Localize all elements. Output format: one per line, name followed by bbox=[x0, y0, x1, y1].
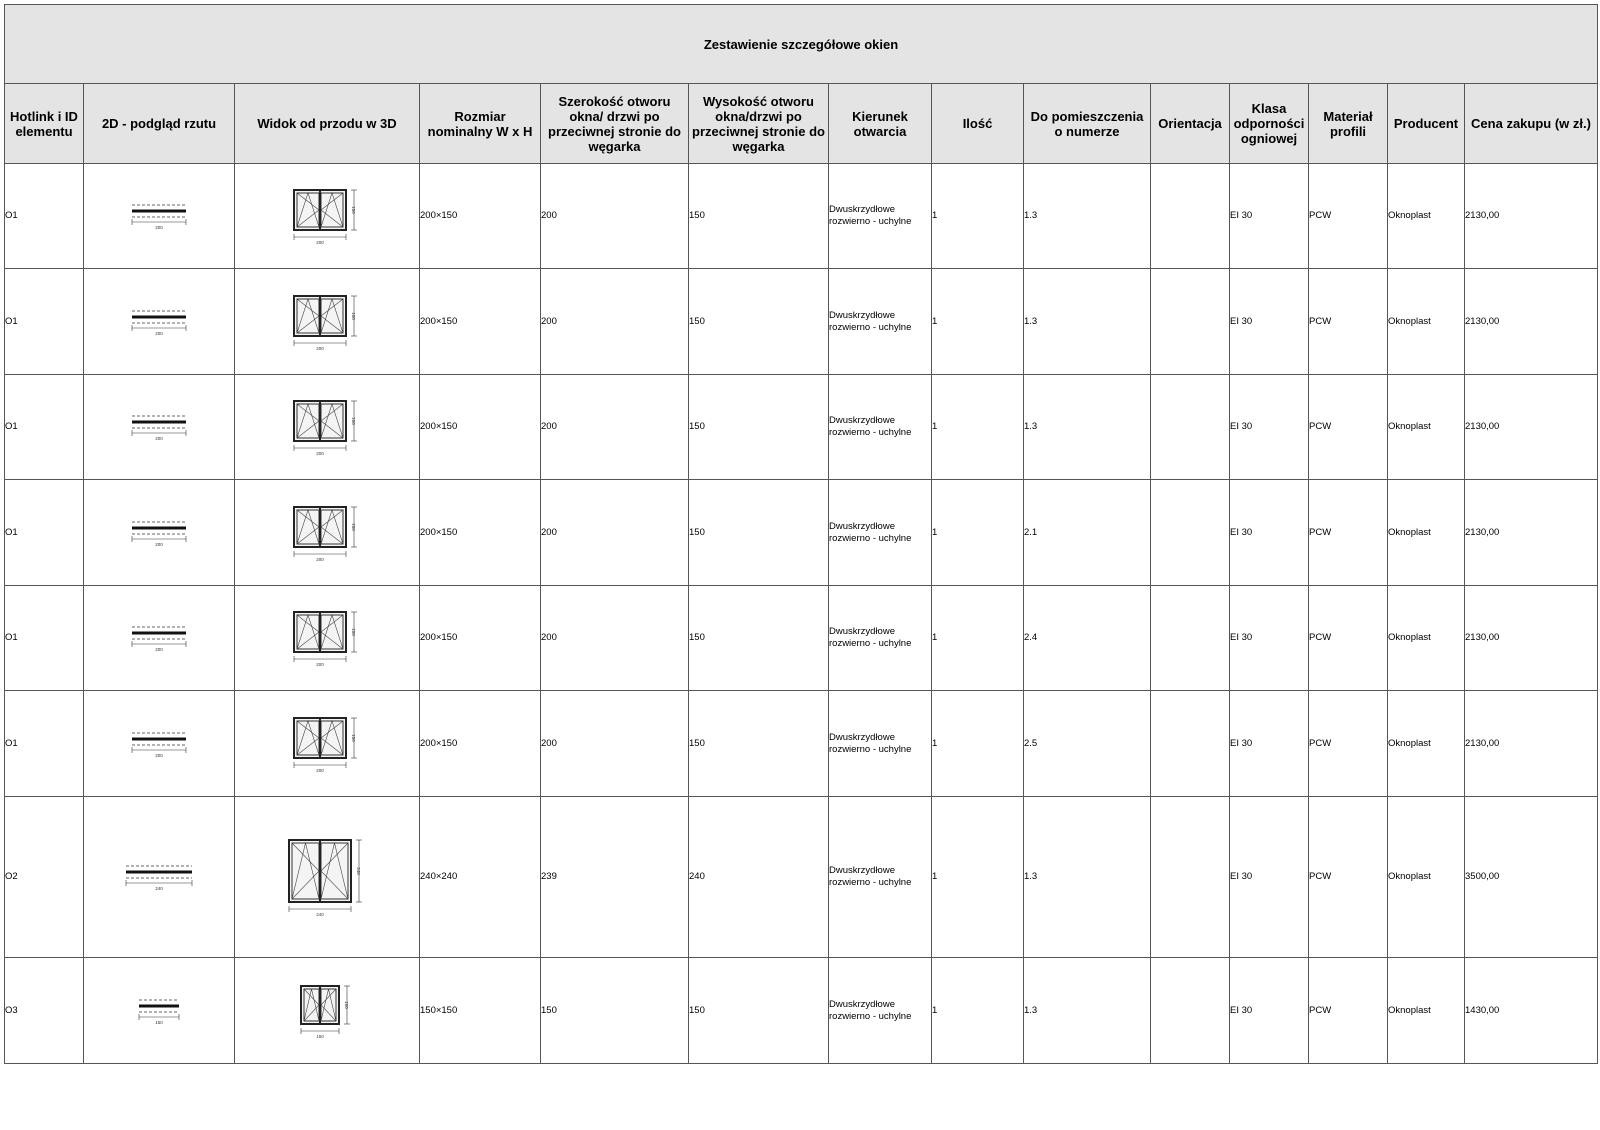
window-front-view-drawing bbox=[291, 187, 363, 245]
cell-room: 1.3 bbox=[1024, 164, 1151, 269]
cell-id: O1 bbox=[5, 269, 84, 375]
cell-3d-view bbox=[235, 958, 420, 1064]
cell-producer: Oknoplast bbox=[1388, 958, 1465, 1064]
cell-price: 2130,00 bbox=[1465, 164, 1598, 269]
table-row bbox=[5, 797, 1598, 958]
plan-dimension-label: 200 bbox=[155, 436, 163, 441]
plan-dimension-label: 200 bbox=[155, 225, 163, 230]
cell-room: 2.5 bbox=[1024, 691, 1151, 797]
cell-nominal-size: 200×150 bbox=[420, 586, 541, 691]
cell-material: PCW bbox=[1309, 691, 1388, 797]
cell-2d-preview bbox=[84, 586, 235, 691]
cell-3d-view bbox=[235, 164, 420, 269]
cell-material: PCW bbox=[1309, 586, 1388, 691]
cell-price: 2130,00 bbox=[1465, 586, 1598, 691]
cell-producer: Oknoplast bbox=[1388, 480, 1465, 586]
window-front-view-drawing bbox=[291, 715, 363, 773]
cell-price: 2130,00 bbox=[1465, 269, 1598, 375]
cell-material: PCW bbox=[1309, 164, 1388, 269]
cell-id: O3 bbox=[5, 958, 84, 1064]
cell-orientation bbox=[1151, 691, 1230, 797]
cell-id: O1 bbox=[5, 375, 84, 480]
cell-price: 2130,00 bbox=[1465, 691, 1598, 797]
header-row bbox=[5, 84, 1598, 164]
cell-opening-width: 200 bbox=[541, 586, 689, 691]
front-height-label: 150 bbox=[344, 1000, 349, 1009]
cell-2d-preview bbox=[84, 480, 235, 586]
cell-fire-class: EI 30 bbox=[1230, 269, 1309, 375]
cell-opening-width: 150 bbox=[541, 958, 689, 1064]
front-width-label: 200 bbox=[316, 240, 324, 245]
plan-dimension-label: 150 bbox=[155, 1019, 163, 1025]
cell-quantity: 1 bbox=[932, 586, 1024, 691]
cell-quantity: 1 bbox=[932, 164, 1024, 269]
front-height-label: 150 bbox=[351, 628, 356, 636]
cell-quantity: 1 bbox=[932, 480, 1024, 586]
cell-orientation bbox=[1151, 375, 1230, 480]
cell-opening-direction: Dwuskrzydłowe rozwierno - uchylne bbox=[829, 269, 932, 375]
cell-2d-preview bbox=[84, 797, 235, 958]
col-header-orientation: Orientacja bbox=[1151, 84, 1230, 164]
cell-2d-preview bbox=[84, 164, 235, 269]
cell-3d-view bbox=[235, 691, 420, 797]
cell-room: 1.3 bbox=[1024, 797, 1151, 958]
cell-producer: Oknoplast bbox=[1388, 691, 1465, 797]
cell-room: 2.4 bbox=[1024, 586, 1151, 691]
front-height-label: 150 bbox=[351, 522, 356, 531]
cell-2d-preview bbox=[84, 958, 235, 1064]
cell-id: O1 bbox=[5, 691, 84, 797]
cell-opening-height: 150 bbox=[689, 958, 829, 1064]
cell-3d-view bbox=[235, 269, 420, 375]
cell-opening-width: 239 bbox=[541, 797, 689, 958]
front-width-label: 200 bbox=[316, 662, 324, 667]
front-width-label: 200 bbox=[316, 767, 324, 773]
cell-2d-preview bbox=[84, 375, 235, 480]
col-header-quantity: Ilość bbox=[932, 84, 1024, 164]
cell-opening-height: 150 bbox=[689, 586, 829, 691]
window-plan-drawing bbox=[127, 518, 191, 548]
cell-price: 3500,00 bbox=[1465, 797, 1598, 958]
cell-quantity: 1 bbox=[932, 375, 1024, 480]
col-header-fire-class: Klasa odporności ogniowej bbox=[1230, 84, 1309, 164]
cell-price: 2130,00 bbox=[1465, 480, 1598, 586]
cell-material: PCW bbox=[1309, 480, 1388, 586]
col-header-opening-height: Wysokość otworu okna/drzwi po przeciwnej stronie do węgarka bbox=[689, 84, 829, 164]
table-row bbox=[5, 958, 1598, 1064]
cell-fire-class: EI 30 bbox=[1230, 797, 1309, 958]
cell-nominal-size: 200×150 bbox=[420, 269, 541, 375]
window-plan-drawing bbox=[127, 307, 191, 337]
plan-dimension-label: 200 bbox=[155, 330, 163, 336]
col-header-material: Materiał profili bbox=[1309, 84, 1388, 164]
cell-material: PCW bbox=[1309, 797, 1388, 958]
cell-nominal-size: 200×150 bbox=[420, 375, 541, 480]
window-front-view-drawing bbox=[298, 983, 356, 1039]
cell-room: 1.3 bbox=[1024, 375, 1151, 480]
window-front-view-drawing bbox=[291, 609, 363, 667]
cell-quantity: 1 bbox=[932, 691, 1024, 797]
table-row bbox=[5, 480, 1598, 586]
cell-nominal-size: 200×150 bbox=[420, 164, 541, 269]
cell-2d-preview bbox=[84, 691, 235, 797]
cell-3d-view bbox=[235, 375, 420, 480]
cell-opening-width: 200 bbox=[541, 164, 689, 269]
cell-opening-height: 150 bbox=[689, 269, 829, 375]
cell-price: 1430,00 bbox=[1465, 958, 1598, 1064]
schedule-body bbox=[5, 164, 1598, 1064]
cell-material: PCW bbox=[1309, 269, 1388, 375]
front-height-label: 150 bbox=[351, 206, 356, 214]
cell-nominal-size: 240×240 bbox=[420, 797, 541, 958]
cell-opening-height: 150 bbox=[689, 691, 829, 797]
cell-room: 1.3 bbox=[1024, 958, 1151, 1064]
cell-opening-width: 200 bbox=[541, 375, 689, 480]
cell-orientation bbox=[1151, 269, 1230, 375]
cell-material: PCW bbox=[1309, 958, 1388, 1064]
cell-opening-direction: Dwuskrzydłowe rozwierno - uchylne bbox=[829, 375, 932, 480]
window-plan-drawing bbox=[127, 623, 191, 653]
plan-dimension-label: 200 bbox=[155, 541, 163, 547]
plan-dimension-label: 240 bbox=[155, 886, 163, 891]
window-front-view-drawing bbox=[291, 398, 363, 456]
table-row bbox=[5, 164, 1598, 269]
cell-opening-direction: Dwuskrzydłowe rozwierno - uchylne bbox=[829, 958, 932, 1064]
window-plan-drawing bbox=[127, 412, 191, 442]
cell-opening-direction: Dwuskrzydłowe rozwierno - uchylne bbox=[829, 164, 932, 269]
cell-opening-height: 240 bbox=[689, 797, 829, 958]
col-header-2d-preview: 2D - podgląd rzutu bbox=[84, 84, 235, 164]
window-schedule-table bbox=[4, 4, 1598, 1064]
cell-room: 2.1 bbox=[1024, 480, 1151, 586]
cell-orientation bbox=[1151, 164, 1230, 269]
front-height-label: 150 bbox=[351, 311, 356, 320]
cell-producer: Oknoplast bbox=[1388, 269, 1465, 375]
cell-fire-class: EI 30 bbox=[1230, 691, 1309, 797]
cell-fire-class: EI 30 bbox=[1230, 586, 1309, 691]
cell-quantity: 1 bbox=[932, 958, 1024, 1064]
table-row bbox=[5, 691, 1598, 797]
front-height-label: 150 bbox=[351, 417, 356, 425]
cell-id: O1 bbox=[5, 480, 84, 586]
col-header-id: Hotlink i ID elementu bbox=[5, 84, 84, 164]
window-front-view-drawing bbox=[291, 504, 363, 562]
table-row bbox=[5, 269, 1598, 375]
col-header-nominal-size: Rozmiar nominalny W x H bbox=[420, 84, 541, 164]
cell-3d-view bbox=[235, 586, 420, 691]
col-header-3d-view: Widok od przodu w 3D bbox=[235, 84, 420, 164]
plan-dimension-label: 200 bbox=[155, 647, 163, 652]
col-header-opening-width: Szerokość otworu okna/ drzwi po przeciwnej stronie do węgarka bbox=[541, 84, 689, 164]
cell-orientation bbox=[1151, 797, 1230, 958]
col-header-room: Do pomieszczenia o numerze bbox=[1024, 84, 1151, 164]
cell-quantity: 1 bbox=[932, 269, 1024, 375]
cell-price: 2130,00 bbox=[1465, 375, 1598, 480]
front-width-label: 200 bbox=[316, 556, 324, 562]
cell-opening-height: 150 bbox=[689, 480, 829, 586]
cell-3d-view bbox=[235, 797, 420, 958]
cell-producer: Oknoplast bbox=[1388, 797, 1465, 958]
cell-opening-height: 150 bbox=[689, 375, 829, 480]
col-header-producer: Producent bbox=[1388, 84, 1465, 164]
plan-dimension-label: 200 bbox=[155, 752, 163, 758]
cell-opening-height: 150 bbox=[689, 164, 829, 269]
cell-opening-direction: Dwuskrzydłowe rozwierno - uchylne bbox=[829, 586, 932, 691]
window-front-view-drawing bbox=[291, 293, 363, 351]
window-plan-drawing bbox=[127, 729, 191, 759]
cell-orientation bbox=[1151, 958, 1230, 1064]
cell-opening-width: 200 bbox=[541, 269, 689, 375]
cell-nominal-size: 150×150 bbox=[420, 958, 541, 1064]
window-plan-drawing bbox=[127, 201, 191, 231]
cell-opening-width: 200 bbox=[541, 480, 689, 586]
front-width-label: 200 bbox=[316, 451, 324, 456]
front-width-label: 200 bbox=[316, 345, 324, 351]
col-header-opening-direction: Kierunek otwarcia bbox=[829, 84, 932, 164]
cell-opening-direction: Dwuskrzydłowe rozwierno - uchylne bbox=[829, 691, 932, 797]
cell-material: PCW bbox=[1309, 375, 1388, 480]
cell-room: 1.3 bbox=[1024, 269, 1151, 375]
cell-3d-view bbox=[235, 480, 420, 586]
front-height-label: 150 bbox=[351, 733, 356, 742]
cell-fire-class: EI 30 bbox=[1230, 375, 1309, 480]
cell-opening-direction: Dwuskrzydłowe rozwierno - uchylne bbox=[829, 480, 932, 586]
cell-nominal-size: 200×150 bbox=[420, 691, 541, 797]
front-width-label: 240 bbox=[316, 912, 324, 917]
table-row bbox=[5, 586, 1598, 691]
cell-fire-class: EI 30 bbox=[1230, 164, 1309, 269]
cell-id: O2 bbox=[5, 797, 84, 958]
cell-opening-width: 200 bbox=[541, 691, 689, 797]
cell-orientation bbox=[1151, 586, 1230, 691]
cell-orientation bbox=[1151, 480, 1230, 586]
front-width-label: 150 bbox=[316, 1033, 324, 1039]
window-plan-drawing bbox=[121, 862, 197, 892]
cell-fire-class: EI 30 bbox=[1230, 958, 1309, 1064]
front-height-label: 240 bbox=[356, 867, 361, 875]
cell-id: O1 bbox=[5, 586, 84, 691]
cell-producer: Oknoplast bbox=[1388, 164, 1465, 269]
cell-producer: Oknoplast bbox=[1388, 586, 1465, 691]
cell-fire-class: EI 30 bbox=[1230, 480, 1309, 586]
cell-opening-direction: Dwuskrzydłowe rozwierno - uchylne bbox=[829, 797, 932, 958]
cell-quantity: 1 bbox=[932, 797, 1024, 958]
schedule-title: Zestawienie szczegółowe okien bbox=[5, 5, 1598, 84]
cell-producer: Oknoplast bbox=[1388, 375, 1465, 480]
window-front-view-drawing bbox=[286, 837, 368, 917]
cell-id: O1 bbox=[5, 164, 84, 269]
window-plan-drawing bbox=[134, 996, 184, 1026]
cell-2d-preview bbox=[84, 269, 235, 375]
table-row bbox=[5, 375, 1598, 480]
col-header-price: Cena zakupu (w zł.) bbox=[1465, 84, 1598, 164]
cell-nominal-size: 200×150 bbox=[420, 480, 541, 586]
